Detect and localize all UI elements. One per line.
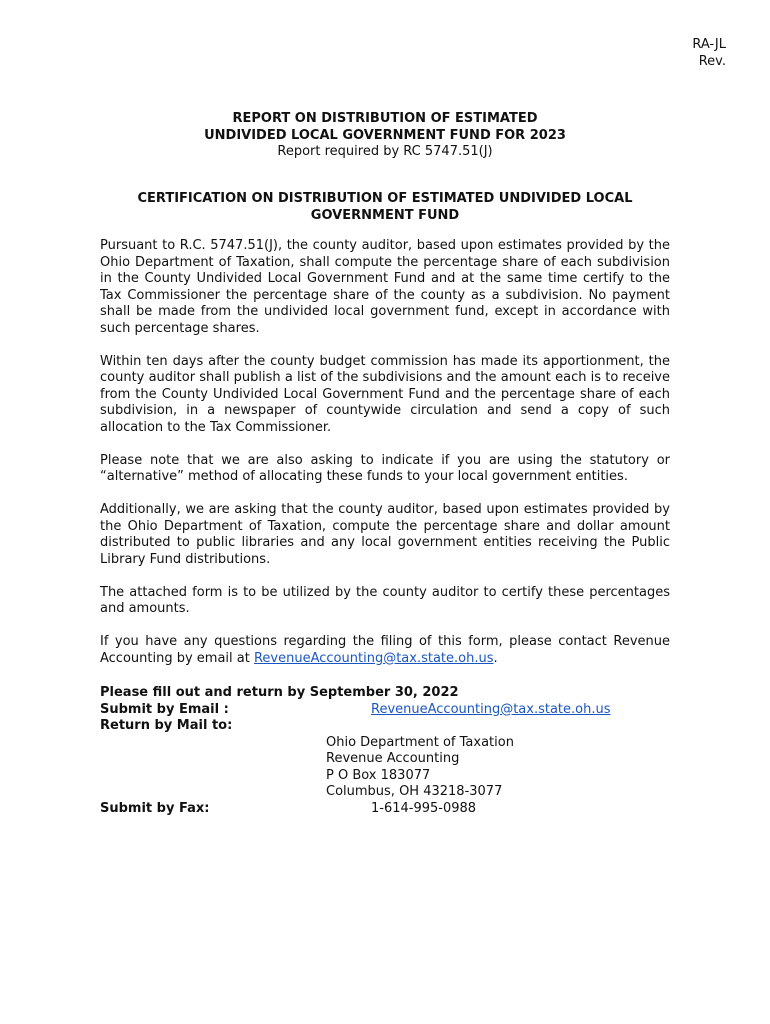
contact-text: If you have any questions regarding the filing of this form, please contact Revenue Accounting by email at xyxy=(100,634,670,666)
form-id-code: RA-JL xyxy=(692,37,726,52)
address-line-2: Revenue Accounting xyxy=(326,751,460,766)
address-line-3: P O Box 183077 xyxy=(326,767,431,783)
paragraph-libraries: Additionally, we are asking that the county auditor, based upon estimates provided by the Ohio Department of Taxation, compute the percentage share and dollar amount distributed to public libraries and any local government entities receiving the Public Library Fund distributions. xyxy=(100,502,670,567)
report-title xyxy=(100,111,670,161)
paragraph-publication: Within ten days after the county budget commission has made its apportionment, the county auditor shall publish a list of the subdivisions and the amount each is to receive from the County Undivided Local Government Fund and the percentage share of each subdivision, in a newspaper of countywide circulation and send a copy of such allocation to the Tax Commissioner. xyxy=(100,353,670,435)
address-line xyxy=(100,751,670,768)
address-line xyxy=(100,784,670,801)
address-line-4: Columbus, OH 43218-3077 xyxy=(326,784,503,799)
submission-email-link[interactable]: RevenueAccounting@tax.state.oh.us xyxy=(371,701,611,717)
title-line-2: UNDIVIDED LOCAL GOVERNMENT FUND FOR 2023 xyxy=(204,127,566,143)
paragraph-attached-form: The attached form is to be utilized by the county auditor to certify these percentages and amounts. xyxy=(100,584,670,616)
fax-row xyxy=(100,801,670,818)
form-revision: Rev. xyxy=(698,54,726,69)
fax-number: 1-614-995-0988 xyxy=(371,800,477,816)
mail-label: Return by Mail to: xyxy=(100,718,233,733)
paragraph-contact xyxy=(100,634,670,667)
contact-period: . xyxy=(493,650,498,666)
email-label: Submit by Email : xyxy=(100,701,229,717)
title-line-1: REPORT ON DISTRIBUTION OF ESTIMATED xyxy=(232,111,538,126)
paragraph-method: Please note that we are also asking to indicate if you are using the statutory or “alternative” method of allocating these funds to your local government entities. xyxy=(100,452,670,484)
email-row xyxy=(100,702,670,719)
mail-row xyxy=(100,718,670,735)
contact-email-link[interactable]: RevenueAccounting@tax.state.oh.us xyxy=(253,650,494,666)
deadline-row xyxy=(100,685,670,702)
address-line xyxy=(100,735,670,752)
form-identifier xyxy=(666,36,726,74)
deadline-text: Please fill out and return by September 30, 2022 xyxy=(100,685,459,700)
address-line-1: Ohio Department of Taxation xyxy=(326,734,514,750)
address-line xyxy=(100,768,670,785)
paragraph-statute: Pursuant to R.C. 5747.51(J), the county auditor, based upon estimates provided by the Ohio Department of Taxation, shall compute the percentage share of each subdivision in the County Undivided Local Government Fund and at the same time certify to the Tax Commissioner the percentage share of the county as a subdivision. No payment shall be made from the undivided local government fund, except in accordance with such percentage shares. xyxy=(100,238,670,336)
fax-label: Submit by Fax: xyxy=(100,800,210,816)
title-subtitle: Report required by RC 5747.51(J) xyxy=(277,144,493,159)
certification-heading: CERTIFICATION ON DISTRIBUTION OF ESTIMATED UNDIVIDED LOCAL GOVERNMENT FUND xyxy=(137,191,633,223)
submission-instructions xyxy=(100,685,670,817)
body-text xyxy=(100,238,670,684)
